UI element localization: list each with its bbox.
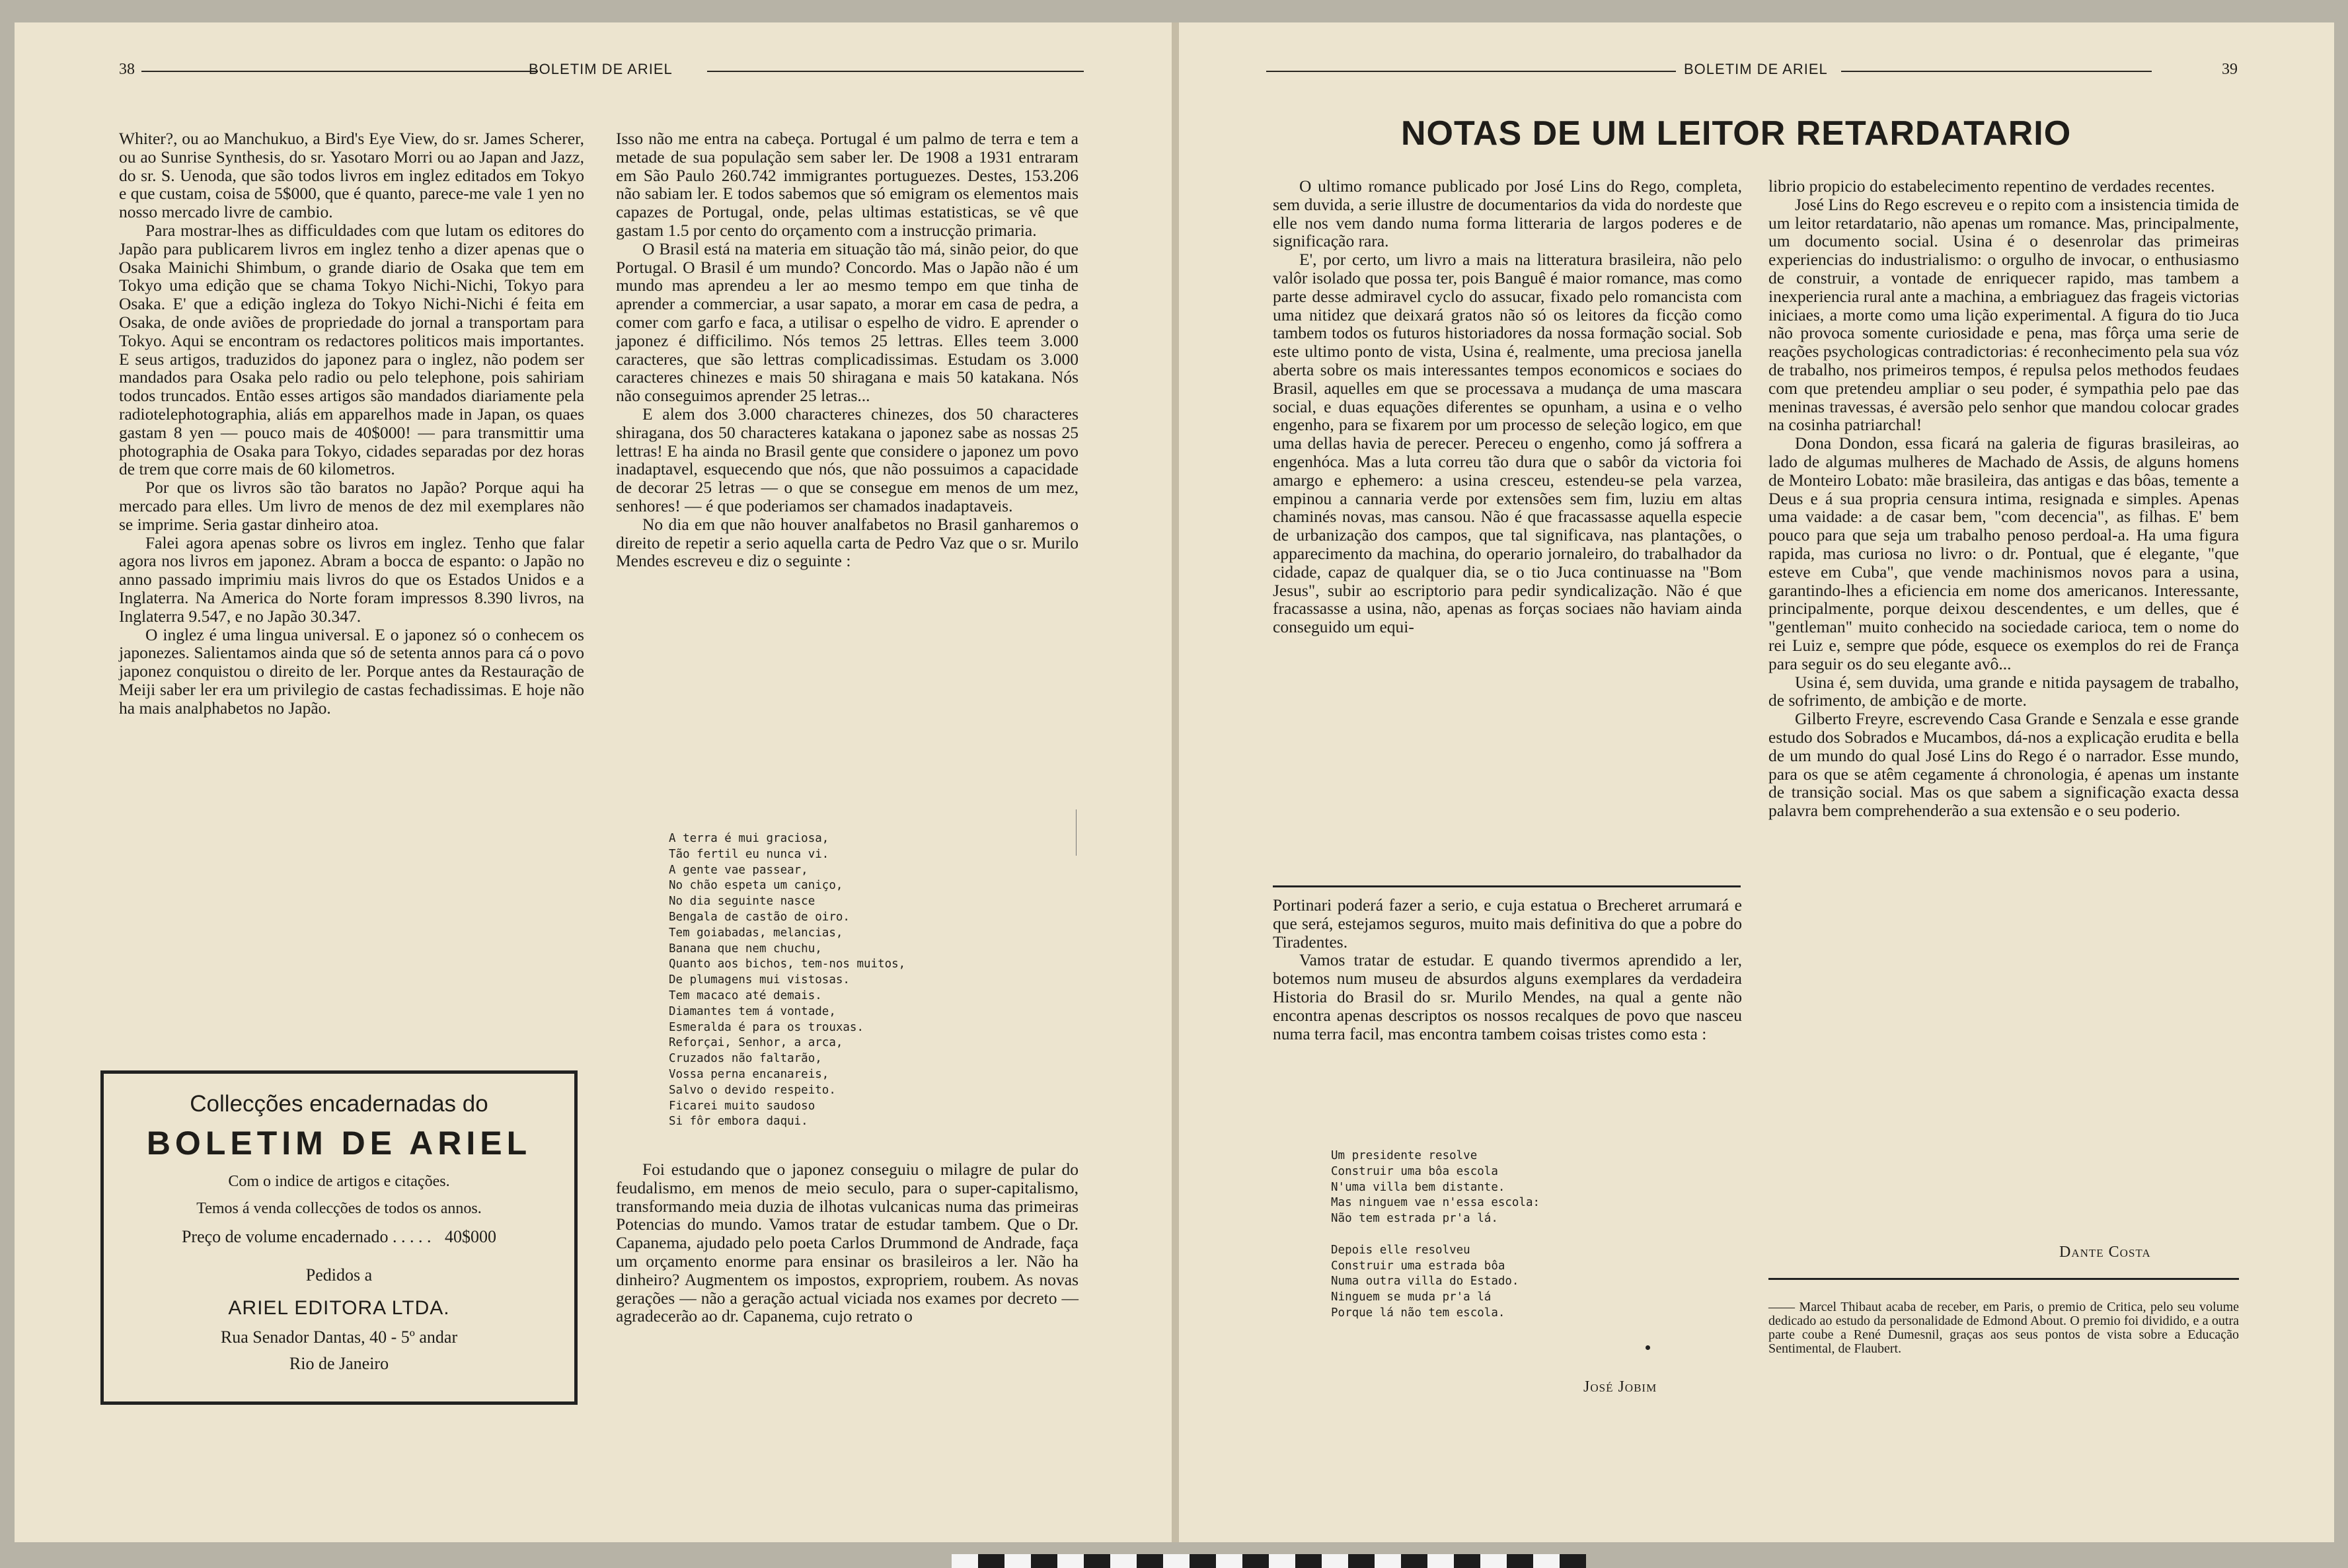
ad-box xyxy=(100,1070,578,1405)
poem2-line xyxy=(1331,1227,1540,1243)
poem2-line: Numa outra villa do Estado. xyxy=(1331,1275,1519,1288)
section-rule xyxy=(1273,885,1741,887)
poem-line: Banana que nem chuchu, xyxy=(669,942,822,955)
poem-line: Ficarei muito saudoso xyxy=(669,1099,815,1113)
right-running-head xyxy=(1266,61,2244,87)
ad-line-2: BOLETIM DE ARIEL xyxy=(146,1125,532,1162)
poem2-line: Um presidente resolve xyxy=(1331,1149,1478,1162)
poem-line: Diamantes tem á vontade, xyxy=(669,1004,836,1018)
poem-line: Vossa perna encanareis, xyxy=(669,1067,829,1081)
right-c1-p1: O ultimo romance publicado por José Lins do Rego, completa, sem duvida, a serie illustre de documentarios da vida do nordeste que elle nos vem dando numa forma litteraria de largos poderes e de significação rara. xyxy=(1273,176,1742,251)
left-c1-p5: O inglez é uma lingua universal. E o japonez só o conhecem os japonezes. Salientamos ainda que só de setenta annos para cá o povo japonez conquistou o direito de ler. Porque antes da Restauração de Meiji saber ler era um privilegio de castas fechadissimas. E hoje não ha mais analphabetos no Japão. xyxy=(119,624,584,718)
poem-line: Tem goiabadas, melancias, xyxy=(669,926,843,940)
left-c1-p2: Para mostrar-lhes as difficuldades com que lutam os editores do Japão para publicarem livros em inglez tenho a dizer apenas que o Osaka Mainichi Shimbum, o grande diario de Osaka que tem em Tokyo uma edição que se chama Tokyo Nichi-Nichi, Tokyo para Osaka. E' que a edição ingleza do Tokyo Nichi-Nichi é feita em Osaka, de onde aviões de propriedade do jornal a transportam para Tokyo. Aqui se encontram os redactores politicos mais importantes. E seus artigos, traduzidos do japonez para o inglez, não podem ser mandados para Osaka pelo radio ou pelo telephone, pois sahiriam todos truncados. Então esses artigos são mandados diariamente pela radiotelephotographia, aliás em apparelhos made in Japan, os quaes gastam 8 yen — pouco mais de 40$000! — para transmittir uma photographia de Osaka para Tokyo, cidades separadas por dez horas de trem que corre mais de 60 kilometros. xyxy=(119,220,584,479)
right-col-1-section2 xyxy=(1273,896,1742,1043)
ad-price: 40$000 xyxy=(445,1227,497,1246)
right-page-number: 39 xyxy=(2222,61,2238,78)
poem-line: No chão espeta um caniço, xyxy=(669,879,843,893)
right-c2-p2: José Lins do Rego escreveu e o repito com a insistencia timida de um leitor retardatario, não apenas um romance. Mas, principalmente, um documento social. Usina é o desenrolar das primeiras experiencias do industrialismo: o orgulho de invocar, o enthusiasmo de construir, a vontade de enriquecer rapido, mas tambem a inexperiencia rural ante a machina, a embriaguez das frageis victorias iniciaes, a morte como uma lição experimental. A figura do tio Juca não provoca somente curiosidade e pena, mas fôrça uma serie de reações psychologicas contradictorias: é reconhecimento pela sua vóz de trabalho, nos primeiros tempos, é repulsa pelos methodos feudaes com que pretendeu ampliar o seu poder, é sympathia pelo pae das meninas travessas, é aversão pelo senhor que mandou colocar grades na cosinha patriarchal! xyxy=(1768,194,2239,435)
ad-line-1: Collecções encadernadas do xyxy=(190,1091,488,1117)
ad-line-7: ARIEL EDITORA LTDA. xyxy=(228,1297,450,1319)
left-c1-p3: Por que os livros são tão baratos no Japão? Porque aqui ha mercado para elles. Um livro de menos de dez mil exemplares não se imprime. Seria gastar dinheiro atoa. xyxy=(119,478,584,534)
right-c2-p1: librio propicio do estabelecimento repentino de verdades recentes. xyxy=(1768,176,2215,196)
poem-line: No dia seguinte nasce xyxy=(669,895,815,909)
scan-color-bar xyxy=(952,1554,1586,1568)
left-c1-p1: Whiter?, ou ao Manchukuo, a Bird's Eye View, do sr. James Scherer, ou ao Sunrise Synthesis, do sr. Yasotaro Morri ou ao Japan and Jazz, do sr. S. Uenoda, que são todos livros em inglez editados em Tokyo e que custam, coisa de 5$000, que é quanto, parece-me vale 1 yen no nosso mercado livre de cambio. xyxy=(119,129,584,222)
poem-line: A gente vae passear, xyxy=(669,863,808,877)
left-c2-p4: No dia em que não houver analfabetos no Brasil ganharemos o direito de repetir a serio aquella carta de Pedro Vaz que o sr. Murilo Mendes escreveu e diz o seguinte : xyxy=(616,514,1079,571)
signature-dante-costa: Dante Costa xyxy=(2059,1244,2151,1261)
poem-line: Bengala de castão de oiro. xyxy=(669,910,850,924)
left-c2-p2: O Brasil está na materia em situação tão má, sinão peior, do que Portugal. O Brasil é um mundo? Concordo. Mas o Japão não é um mundo mas aprendeu a ler ao mesmo tempo em que tinha de aprender a commerciar, a usar sapato, a morar em casa de pedra, a comer com garfo e faca, a utilisar o espelho de vidro. E aprender o japonez é difficilimo. Nós temos 25 lettras. Elles teem 3.000 caracteres, que são lettras complicadissimas. Estudam os 3.000 caracteres chinezes e mais 50 shiragana e mais 50 katakana. Nós não conseguimos aprender 25 letras... xyxy=(616,239,1079,406)
column-mark xyxy=(1076,809,1077,856)
left-c1-p4: Falei agora apenas sobre os livros em inglez. Tenho que falar agora nos livros em japonez. Abram a bocca de espanto: o Japão no anno passado imprimiu mais livros do que os Estados Unidos e a Inglaterra. Na America do Norte foram impressos 8.390 livros, na Inglaterra 9.547, e no Japão 30.347. xyxy=(119,533,584,626)
poem-line: Quanto aos bichos, tem-nos muitos, xyxy=(669,957,906,971)
right-c2-p4: Usina é, sem duvida, uma grande e nitida paysagem de trabalho, de sofrimento, de ambição e de morte. xyxy=(1768,672,2239,710)
right-running-title: BOLETIM DE ARIEL xyxy=(1684,61,1828,77)
right-head-rule-2 xyxy=(1841,71,2152,72)
poem-carta xyxy=(669,831,905,1130)
right-col-1 xyxy=(1273,177,1742,636)
poem2-line: Depois elle resolveu xyxy=(1331,1243,1470,1257)
footnote-rule xyxy=(1768,1278,2239,1280)
poem-historia xyxy=(1331,1148,1540,1322)
left-c2-p1: Isso não me entra na cabeça. Portugal é um palmo de terra e tem a metade de sua população sem saber ler. De 1908 a 1931 entraram em São Paulo 260.742 immigrantes portuguezes. Destes, 153.206 não sabiam ler. E todos sabemos que só emigram os elementos mais capazes de Portugal, onde, pelas ultimas estatisticas, se vê que gastam 1.5 por cento do orçamento com a instrucção primaria. xyxy=(616,129,1079,240)
right-col-2 xyxy=(1768,177,2239,820)
left-c2-p5: Foi estudando que o japonez conseguiu o milagre de pular do feudalismo, em menos de meio seculo, para o super-capitalismo, transformando meia duzia de ilhotas vulcanicas numa das primeiras Potencias do mundo. Vamos tratar de estudar tambem. Que o Dr. Capanema, ajudado pelo poeta Carlos Drummond de Andrade, faça um orçamento enorme para ensinar os brasileiros a ler. Não ha dinheiro? Augmentem os impostos, expropriem, roubem. As novas gerações — não a geração actual viciada nos exames por decreto — agradecerão ao dr. Capanema, cujo retrato o xyxy=(616,1160,1079,1326)
poem-line: Reforçai, Senhor, a arca, xyxy=(669,1036,843,1050)
left-page-number: 38 xyxy=(119,61,135,78)
footnote: —— Marcel Thibaut acaba de receber, em Paris, o premio de Critica, pelo seu volume dedicado ao estudo da personalidade de Edmond About. O premio foi dividido, e a outra parte coube a René Dumesnil, graças aos seus pontos de vista sobre a Educação Sentimental, de Flaubert. xyxy=(1768,1300,2239,1356)
poem-line: Salvo o devido respeito. xyxy=(669,1083,836,1097)
left-head-rule-2 xyxy=(707,71,1084,72)
ad-line-5 xyxy=(104,1227,574,1247)
right-s2-p2: Vamos tratar de estudar. E quando tivermos aprendido a ler, botemos num museu de absurdos alguns exemplares da verdadeira Historia do Brasil do sr. Murilo Mendes, na qual a gente não encontra apenas descriptos os nossos recalques de povo que nasceu numa terra facil, mas encontra tambem coisas tristes como esta : xyxy=(1273,950,1742,1043)
poem-line: Tão fertil eu nunca vi. xyxy=(669,847,829,861)
left-col-2-tail xyxy=(616,1160,1079,1325)
left-col-1 xyxy=(119,130,584,718)
right-c2-p3: Dona Dondon, essa ficará na galeria de figuras brasileiras, ao lado de algumas mulheres de Machado de Assis, de alguns homens de Monteiro Lobato: mãe brasileira, das antigas e das bôas, temente a Deus e á sua propria censura intima, resignada e simples. Apenas uma vaidade: a de casar bem, "com decencia", as filhas. E' bem pouco para que seja um trabalho penoso perdoal-a. Ha uma figura rapida, mas curiosa no livro: o dr. Pontual, que é elegante, "que esteve em Cuba", que vende machinismos novos para a usina, garantindo-lhes a eficiencia em nome dos americanos. Interessante, principalmente, porque deixou descendentes, e um delles, que é "gentleman" muito conhecido na sociedade carioca, tem o nome do rei Luiz e, sempre que póde, esquece os exemplos do rei de França para seguir os do seu elegante avô... xyxy=(1768,433,2239,673)
poem2-line: Ninguem se muda pr'a lá xyxy=(1331,1290,1492,1304)
poem2-line: Mas ninguem vae n'essa escola: xyxy=(1331,1196,1540,1210)
poem2-line: N'uma villa bem distante. xyxy=(1331,1180,1505,1194)
poem-line: De plumagens mui vistosas. xyxy=(669,973,850,987)
poem-line: Esmeralda é para os trouxas. xyxy=(669,1020,864,1034)
signature-jose-jobim: José Jobim xyxy=(1583,1378,1657,1396)
left-running-title: BOLETIM DE ARIEL xyxy=(529,61,673,77)
poem2-line: Não tem estrada pr'a lá. xyxy=(1331,1212,1498,1226)
poem-line: Si fôr embora daqui. xyxy=(669,1115,808,1129)
right-head-rule-1 xyxy=(1266,71,1676,72)
left-c2-p3: E alem dos 3.000 characteres chinezes, dos 50 characteres shiragana, dos 50 characteres katakana o japonez sabe as nossas 25 lettras! E ha ainda no Brasil gente que considere o japonez um povo inadaptavel, esquecendo que nós, que não possuimos a capacidade de decorar 25 letras — o que se consegue em menos de um mez, senhores! — é que poderiamos ser chamados inadaptaveis. xyxy=(616,404,1079,515)
ad-price-label: Preço de volume encadernado . . . . . xyxy=(181,1227,432,1246)
article-title: NOTAS DE UM LEITOR RETARDATARIO xyxy=(1401,114,2072,153)
ad-line-3: Com o indice de artigos e citações. xyxy=(228,1173,450,1190)
ad-line-6: Pedidos a xyxy=(305,1265,373,1285)
poem2-line: Porque lá não tem escola. xyxy=(1331,1306,1505,1320)
left-head-rule-1 xyxy=(141,71,538,72)
right-c1-p2: E', por certo, um livro a mais na litteratura brasileira, não pelo valôr isolado que possa ter, pois Banguê é maior romance, mas como parte desse admiravel cyclo do assucar, fixado pelo romancista com uma nitidez que deixará gratos não só os leitores da ficção como tambem todos os futuros historiadores da nossa formação social. Sob este ultimo ponto de vista, Usina é, realmente, uma preciosa janella aberta sobre os mais interessantes tempos economicos e sociaes do Brasil, aquelles em que se processava a mudança de uma mascara social, e duas equações diferentes se opunham, a usina e o velho engenho, para se fixarem por um processo de seleção logico, em que uma dellas havia de perecer. Pereceu o engenho, como já soffrera a engenhóca. Mas a luta correu tão dura que o sabôr da victoria foi amargo e ephemero: a usina cresceu, estendeu-se pela varzea, empinou a cannaria verde por extensões sem fim, luziu em altas chaminés novas, mas cansou. Não é que fracassasse aquella especie de urbanização dos campos, que tal significava, nas plantações, o apparecimento da machina, do operario jornaleiro, do trabalhador da cidade, capaz de qualquer dia, se o tio Juca continuasse na "Bom Jesus", subir ao escriptorio para pedir syndicalização. Não é que fracassasse a usina, não, apenas as forças sociaes não haviam ainda conseguido um equi- xyxy=(1273,250,1742,637)
right-c2-p5: Gilberto Freyre, escrevendo Casa Grande e Senzala e esse grande estudo dos Sobrados e Mucambos, dá-nos a explicação erudita e bella de um mundo do qual José Lins do Rego é o narrador. Esse mundo, para os que se atêm cegamente á chronologia, é apenas um instante de transição social. Mas os que sabem a significação exacta dessa palavra bem comprehenderão a sua extensão e o seu poderio. xyxy=(1768,709,2239,821)
bullet-mark xyxy=(1646,1345,1650,1350)
poem2-line: Construir uma bôa escola xyxy=(1331,1164,1498,1178)
ad-line-4: Temos á venda collecções de todos os annos. xyxy=(196,1200,482,1217)
poem2-line: Construir uma estrada bôa xyxy=(1331,1259,1505,1273)
poem-line: A terra é mui graciosa, xyxy=(669,832,829,845)
ad-line-8: Rua Senador Dantas, 40 - 5º andar xyxy=(220,1327,458,1347)
ad-line-9: Rio de Janeiro xyxy=(289,1354,389,1373)
poem-line: Tem macaco até demais. xyxy=(669,989,822,1002)
left-running-head xyxy=(119,61,1084,87)
right-s2-p1: Portinari poderá fazer a serio, e cuja estatua o Brecheret arrumará e que será, estejamos seguros, muito mais definitiva do que a pobre do Tiradentes. xyxy=(1273,895,1742,952)
left-col-2 xyxy=(616,130,1079,570)
poem-line: Cruzados não faltarão, xyxy=(669,1052,822,1066)
